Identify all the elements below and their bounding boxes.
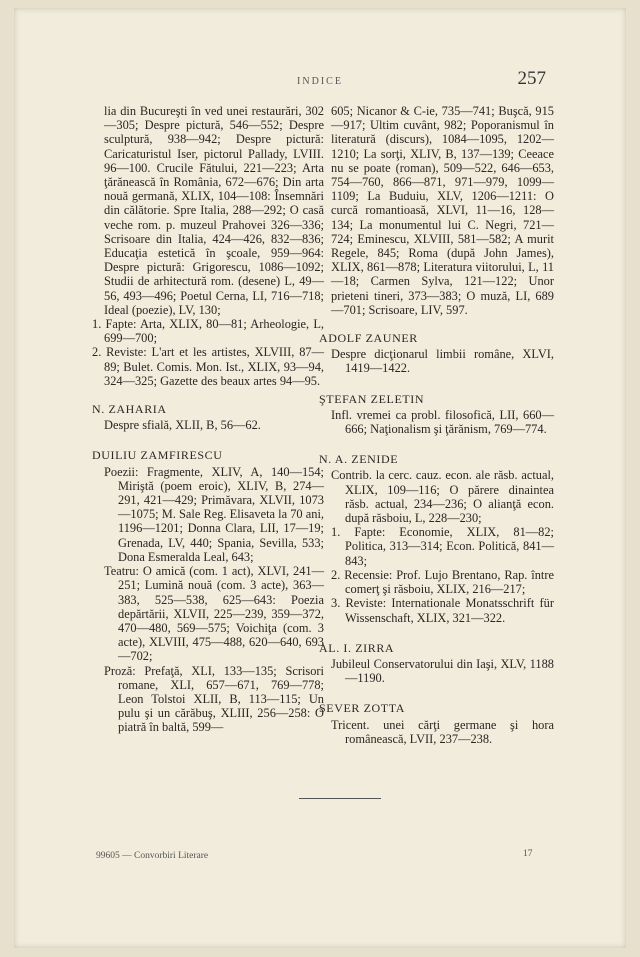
author-name: ŞTEFAN ZELETIN: [319, 391, 425, 406]
continuation-item: 2. Reviste: L'art et les artistes, XLVIII, 87—89; Bulet. Comis. Mon. Ist., XLIX, 93—94, 324—325; Gazette des beaux artes 94—95.: [92, 345, 324, 388]
index-entry: [319, 392, 554, 437]
author-name: ADOLF ZAUNER: [319, 331, 418, 346]
entry-line: Proză: Prefaţă, XLI, 133—135; Scrisori romane, XLI, 657—671, 769—778; Leon Tolstoi XLII, B, 113—115; Un pulu şi un cărăbuş, XLIII, 256—258: O piatră în baltă, 599—: [104, 663, 324, 735]
continuation-text: [92, 104, 324, 388]
document-page: [14, 8, 626, 948]
page-number: 257: [517, 68, 546, 89]
right-column: [319, 104, 554, 762]
author-name: SEVER ZOTTA: [319, 701, 405, 716]
entry-line: 1. Fapte: Economie, XLIX, 81—82; Politica, 313—314; Econ. Politică, 841—843;: [331, 525, 554, 568]
author-name: DUILIU ZAMFIRESCU: [92, 448, 223, 463]
left-column: [92, 104, 324, 751]
index-entry: [319, 452, 554, 624]
index-entry: [92, 402, 324, 432]
continuation-paragraph: 605; Nicanor & C-ie, 735—741; Buşcă, 915—917; Ultim cuvânt, 982; Poporanismul în literatură (discurs), 1084—1095, 1202—1210; La sorţi, XLIV, B, 137—139; Ceeace nu se poate (roman), 509—522, 646—653, 754—760, 866—871, 971—979, 1099—1109; La Buduiu, XLV, 1206—1211: O curcă romantioasă, XLVI, 11—16, 128—134; La monumentul lui C. Negri, 721—724; Eminescu, XLVIII, 581—582; A murit Regele, 845; Roma (după John James), XLIX, 861—878; Literatura viitorului, L, 11—18; Carmen Sylva, 121—122; Unor prieteni tineri, 373—383; O muză, LI, 689—701; Scrisoare, LIV, 597.: [331, 104, 554, 317]
continuation-paragraph: lia din Bucureşti în ved unei restaurări, 302—305; Despre pictură, 546—552; Despre sculptură, 938—942; Despre pictură: Caricaturistul Iser, pictorul Pallady, LVIII. 96—100. Crucile Fătului, 221—223; Arta ţărănească în România, 672—676; Din arta nouă germană, XLIX, 104—108: Însemnări din călătorie. Spre Italia, 288—292; O casă veche rom. p. muzeul Prahovei 326—336; Scrisoare din Italia, 424—426, 832—836; Educaţia estetică în şcoale, 959—964: Despre pictură: Grigorescu, 1086—1092; Studii de arhitectură rom. (desene) L, 49—56, 493—496; Poetul Cerna, LI, 716—718; Ideal (poezie), LV, 130;: [104, 104, 324, 317]
running-head: INDICE: [297, 76, 343, 87]
index-entry: [92, 448, 324, 734]
entry-line: Infl. vremei ca probl. filosofică, LII, 660—666; Naţionalism şi ţărănism, 769—774.: [331, 407, 554, 437]
footer-signature-mark: 17: [523, 849, 533, 859]
author-name: AL. I. ZIRRA: [319, 640, 395, 655]
continuation-text: [319, 104, 554, 317]
entry-line: Teatru: O amică (com. 1 act), XLVI, 241—251; Lumină nouă (com. 3 acte), 363—383, 525—538, 625—643: Poezia depărtării, XLVII, 225—239, 359—372, 470—480, 569—575; Voichiţa (com. 3 acte), XLVIII, 475—488, 620—640, 693—702;: [104, 564, 324, 664]
footer-printer-note: 99605 — Convorbiri Literare: [96, 851, 209, 861]
entry-line: Despre dicţionarul limbii române, XLVI, 1419—1422.: [331, 347, 554, 376]
entry-line: Tricent. unei cărţi germane şi hora românească, LVII, 237—238.: [331, 717, 554, 746]
entry-line: Poezii: Fragmente, XLIV, A, 140—154; Miriştă (poem eroic), XLIV, B, 274—291, 421—429; Primăvara, XLVII, 1073—1075; M. Sale Reg. Elisaveta la 70 ani, 1196—1201; Donna Clara, LII, 17—19; Grenada, LV, 440; Spania, Sevilla, 533; Dona Esmeralda Leal, 643;: [104, 464, 324, 564]
section-divider: [299, 798, 381, 799]
continuation-item: 1. Fapte: Arta, XLIX, 80—81; Arheologie, L, 699—700;: [92, 317, 324, 346]
entry-line: Contrib. la cerc. cauz. econ. ale răsb. actual, XLIX, 109—116; O părere dinaintea răsb. actual, 234—236; O alianţă econ. după răsboiu, L, 228—230;: [331, 468, 554, 526]
entry-line: 2. Recensie: Prof. Lujo Brentano, Rap. între comerţ şi răsboiu, XLIX, 216—217;: [331, 567, 554, 597]
entry-line: 3. Reviste: Internationale Monatsschrift für Wissenschaft, XLIX, 321—322.: [331, 596, 554, 625]
author-name: N. ZAHARIA: [92, 402, 167, 417]
entry-line: Jubileul Conservatorului din Iaşi, XLV, 1188—1190.: [331, 656, 554, 686]
index-entry: [319, 641, 554, 686]
entry-line: Despre sfială, XLII, B, 56—62.: [104, 418, 261, 433]
index-entry: [319, 701, 554, 746]
index-entry: [319, 331, 554, 376]
author-name: N. A. ZENIDE: [319, 452, 399, 467]
